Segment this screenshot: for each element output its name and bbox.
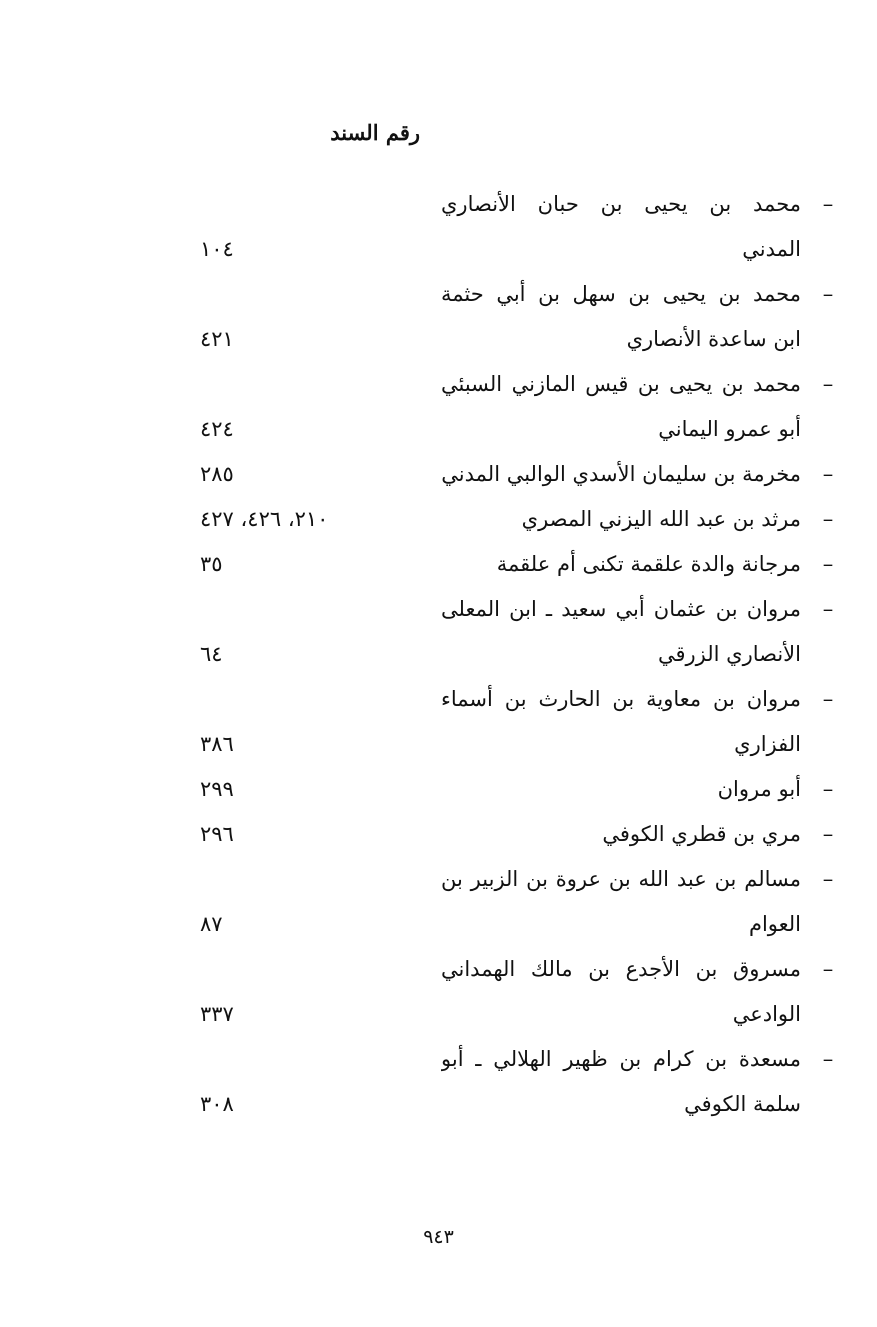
entry-line: [0, 722, 877, 767]
entry-line: [0, 362, 877, 407]
list-item: [0, 362, 877, 452]
list-item: [0, 497, 877, 542]
entry-number: ٢٨٥: [200, 462, 234, 486]
entry-dash: –: [822, 957, 834, 981]
entry-name-text: محمد بن يحيى بن قيس المازني السبئي: [441, 372, 801, 396]
entry-line: [0, 227, 877, 272]
entry-line: [0, 1037, 877, 1082]
list-item: [0, 812, 877, 857]
entry-name-text: مروان بن عثمان أبي سعيد ـ ابن المعلى: [441, 597, 801, 621]
entry-name-text: مسعدة بن كرام بن ظهير الهلالي ـ أبو: [441, 1047, 801, 1071]
entry-name-text: العوام: [748, 912, 801, 936]
entry-name-text: مروان بن معاوية بن الحارث بن أسماء: [441, 687, 801, 711]
entry-number: ٢٩٦: [200, 822, 234, 846]
entry-number: ٤٢١: [200, 327, 234, 351]
entry-name-text: مرجانة والدة علقمة تكنى أم علقمة: [496, 552, 801, 576]
entry-dash: –: [822, 192, 834, 216]
entry-line: [0, 542, 877, 587]
entry-name-text: الأنصاري الزرقي: [657, 642, 801, 666]
list-item: [0, 182, 877, 272]
entry-name-text: أبو مروان: [717, 777, 801, 801]
entry-name-text: مرثد بن عبد الله اليزني المصري: [521, 507, 801, 531]
entry-name-text: الوادعي: [732, 1002, 801, 1026]
page-number: ٩٤٣: [423, 1226, 454, 1248]
entry-line: [0, 902, 877, 947]
list-item: [0, 452, 877, 497]
entry-line: [0, 407, 877, 452]
entry-line: [0, 767, 877, 812]
list-item: [0, 767, 877, 812]
entry-number: ٣٣٧: [200, 1002, 234, 1026]
entry-line: [0, 452, 877, 497]
entry-dash: –: [822, 822, 834, 846]
entry-name-text: مسالم بن عبد الله بن عروة بن الزبير بن: [441, 867, 801, 891]
entry-name-text: سلمة الكوفي: [684, 1092, 801, 1116]
list-item: [0, 857, 877, 947]
entry-number: ٤٢٤: [200, 417, 234, 441]
entry-number: ٦٤: [200, 642, 223, 666]
entry-name-text: الفزاري: [734, 732, 801, 756]
entry-name-text: مسروق بن الأجدع بن مالك الهمداني: [441, 957, 801, 981]
entry-number: ٢١٠، ٤٢٦، ٤٢٧: [200, 507, 329, 531]
entry-dash: –: [822, 552, 834, 576]
entry-name-text: مري بن قطري الكوفي: [602, 822, 801, 846]
entry-number: ٣٠٨: [200, 1092, 234, 1116]
entry-line: [0, 857, 877, 902]
entry-line: [0, 497, 877, 542]
entry-dash: –: [822, 372, 834, 396]
entry-dash: –: [822, 1047, 834, 1071]
list-item: [0, 272, 877, 362]
entry-line: [0, 272, 877, 317]
entry-number: ١٠٤: [200, 237, 234, 261]
entry-name-text: ابن ساعدة الأنصاري: [626, 327, 801, 351]
entry-number: ٣٥: [200, 552, 223, 576]
list-item: [0, 587, 877, 677]
list-item: [0, 677, 877, 767]
entry-name-text: محمد بن يحيى بن سهل بن أبي حثمة: [441, 282, 801, 306]
entry-line: [0, 812, 877, 857]
entry-number: ٢٩٩: [200, 777, 234, 801]
entry-line: [0, 632, 877, 677]
entry-dash: –: [822, 597, 834, 621]
entry-line: [0, 182, 877, 227]
entry-dash: –: [822, 867, 834, 891]
entry-dash: –: [822, 462, 834, 486]
entry-dash: –: [822, 282, 834, 306]
entry-line: [0, 677, 877, 722]
entry-dash: –: [822, 687, 834, 711]
list-item: [0, 947, 877, 1037]
entry-number: ٣٨٦: [200, 732, 234, 756]
entry-line: [0, 317, 877, 362]
entry-name-text: أبو عمرو اليماني: [658, 417, 801, 441]
entry-dash: –: [822, 507, 834, 531]
list-item: [0, 542, 877, 587]
entry-line: [0, 992, 877, 1037]
entry-line: [0, 1082, 877, 1127]
entry-number: ٨٧: [200, 912, 223, 936]
entry-dash: –: [822, 777, 834, 801]
column-header: رقم السند: [330, 120, 420, 145]
narrator-list: [0, 182, 877, 1127]
entry-name-text: محمد بن يحيى بن حبان الأنصاري: [441, 192, 801, 216]
entry-name-text: المدني: [742, 237, 801, 261]
list-item: [0, 1037, 877, 1127]
entry-line: [0, 947, 877, 992]
entry-line: [0, 587, 877, 632]
entry-name-text: مخرمة بن سليمان الأسدي الوالبي المدني: [441, 462, 801, 486]
